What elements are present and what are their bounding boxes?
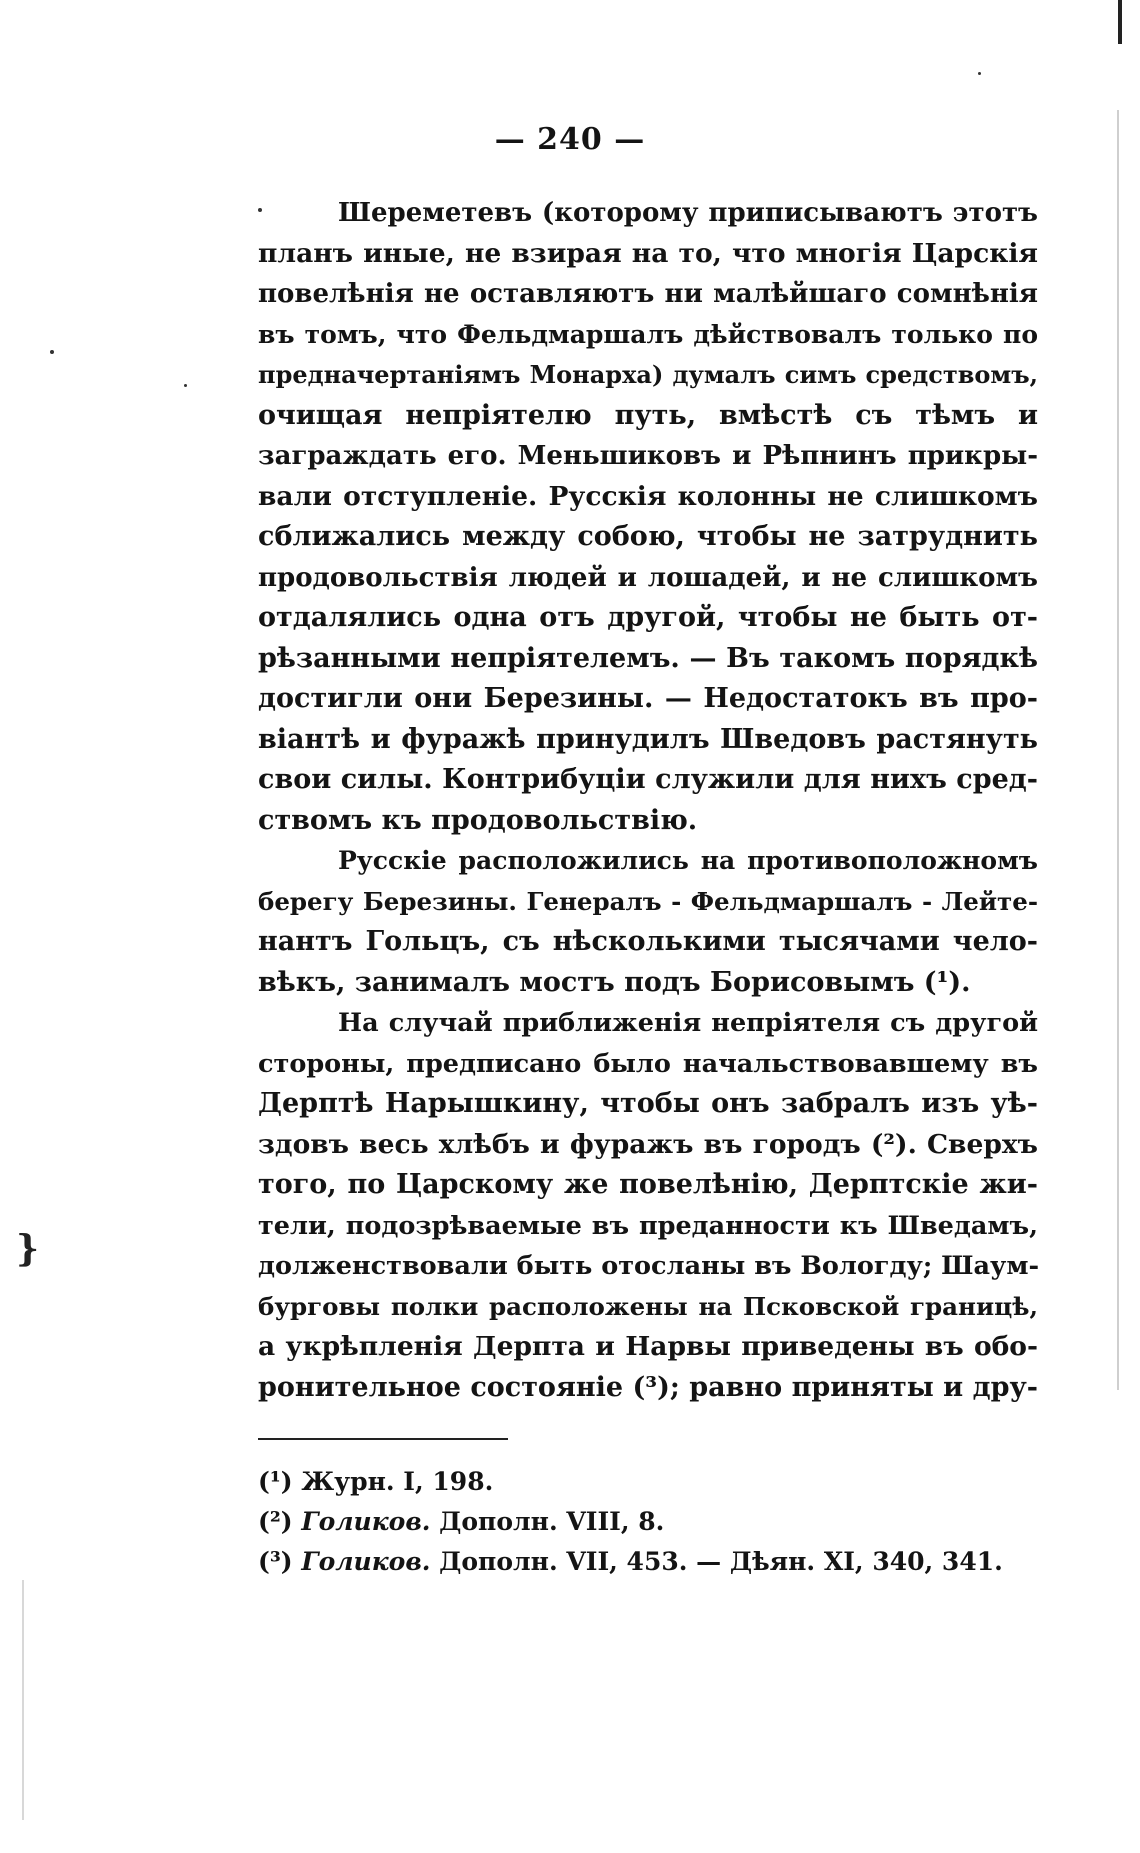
text-line: бурговы полки расположены на Псковской границѣ, [258, 1291, 1038, 1321]
page-number: — 240 — [494, 122, 646, 157]
footnote-author: Голиков. [301, 1507, 431, 1536]
text-line: здовъ весь хлѣбъ и фуражъ въ городъ (²). Сверхъ [258, 1128, 1038, 1160]
text-line: Русскіе расположились на противоположномъ [338, 846, 1038, 875]
text-line: віантѣ и фуражѣ принудилъ Шведовъ растянуть [258, 723, 1038, 755]
footnote [258, 1462, 1038, 1502]
footnote-ref: (¹) [258, 1467, 302, 1496]
footnote [258, 1502, 1038, 1542]
text-line: того, по Царскому же повелѣнію, Дерптскіе жи- [258, 1169, 1038, 1200]
footnote-ref: (²) [258, 1507, 302, 1536]
scan-edge-line-faint-left [22, 1580, 24, 1820]
text-line: рѣзанными непріятелемъ. — Въ такомъ порядкѣ [258, 642, 1038, 674]
text-line: сближались между собою, чтобы не затруднить [258, 521, 1038, 552]
text-line: ронительное состояніе (³); равно приняты и дру- [258, 1371, 1038, 1403]
footnote-author: Голиков. [301, 1547, 431, 1576]
body-text [258, 193, 1038, 1408]
text-line: продовольствія людей и лошадей, и не слишкомъ [258, 562, 1038, 593]
text-line: отдалялись одна отъ другой, чтобы не быть от- [258, 602, 1038, 633]
footnote-ref: (³) [258, 1547, 302, 1576]
text-line: долженствовали быть отосланы въ Вологду; Шаум- [258, 1251, 1040, 1281]
text-line: достигли они Березины. — Недостатокъ въ про- [258, 683, 1038, 714]
footnote-text: Журн. I, 198. [301, 1467, 494, 1496]
text-line: вѣкъ, занималъ мостъ подъ Борисовымъ (¹). [258, 966, 971, 998]
text-line: нантъ Гольцъ, съ нѣсколькими тысячами чело- [258, 926, 1038, 957]
text-line: очищая непріятелю путь, вмѣстѣ съ тѣмъ и [258, 399, 1038, 431]
text-line: планъ иные, не взирая на то, что многія Царскія [258, 237, 1038, 269]
scan-speck [184, 384, 187, 387]
footnotes [258, 1462, 1038, 1582]
text-line: а укрѣпленія Дерпта и Нарвы приведены въ обо- [258, 1331, 1038, 1362]
text-line: ствомъ къ продовольствію. [258, 804, 698, 836]
text-line: Дерптѣ Нарышкину, чтобы онъ забралъ изъ уѣ- [258, 1088, 1038, 1119]
text-line: предначертаніямъ Монарха) думалъ симъ средствомъ, [258, 360, 1038, 389]
text-line: берегу Березины. Генералъ - Фельдмаршалъ - Лейте- [258, 886, 1038, 916]
scan-edge-line [1118, 0, 1122, 44]
margin-mark: } [16, 1228, 40, 1270]
scan-edge-line-faint [1117, 110, 1119, 1390]
footnote [258, 1542, 1038, 1582]
text-line: свои силы. Контрибуціи служили для нихъ сред- [258, 764, 1038, 795]
footnote-text: Дополн. VIII, 8. [430, 1507, 665, 1536]
scan-speck [978, 72, 981, 75]
text-line: тели, подозрѣваемые въ преданности къ Шведамъ, [258, 1210, 1038, 1241]
text-line: Шереметевъ (которому приписываютъ этотъ [338, 198, 1038, 228]
text-line: вали отступленіе. Русскія колонны не слишкомъ [258, 480, 1038, 512]
scan-speck [50, 350, 54, 354]
text-line: повелѣнія не оставляютъ ни малѣйшаго сомнѣнія [258, 279, 1038, 309]
text-line: заграждать его. Меньшиковъ и Рѣпнинъ прикры- [258, 441, 1038, 471]
footnote-text: Дополн. VII, 453. — Дѣян. XI, 340, 341. [430, 1547, 1003, 1576]
footnote-rule [258, 1438, 508, 1440]
text-line: На случай приближенія непріятеля съ другой [338, 1008, 1038, 1038]
text-line: стороны, предписано было начальствовавшему въ [258, 1048, 1038, 1079]
text-line: въ томъ, что Фельдмаршалъ дѣйствовалъ только по [258, 319, 1038, 349]
